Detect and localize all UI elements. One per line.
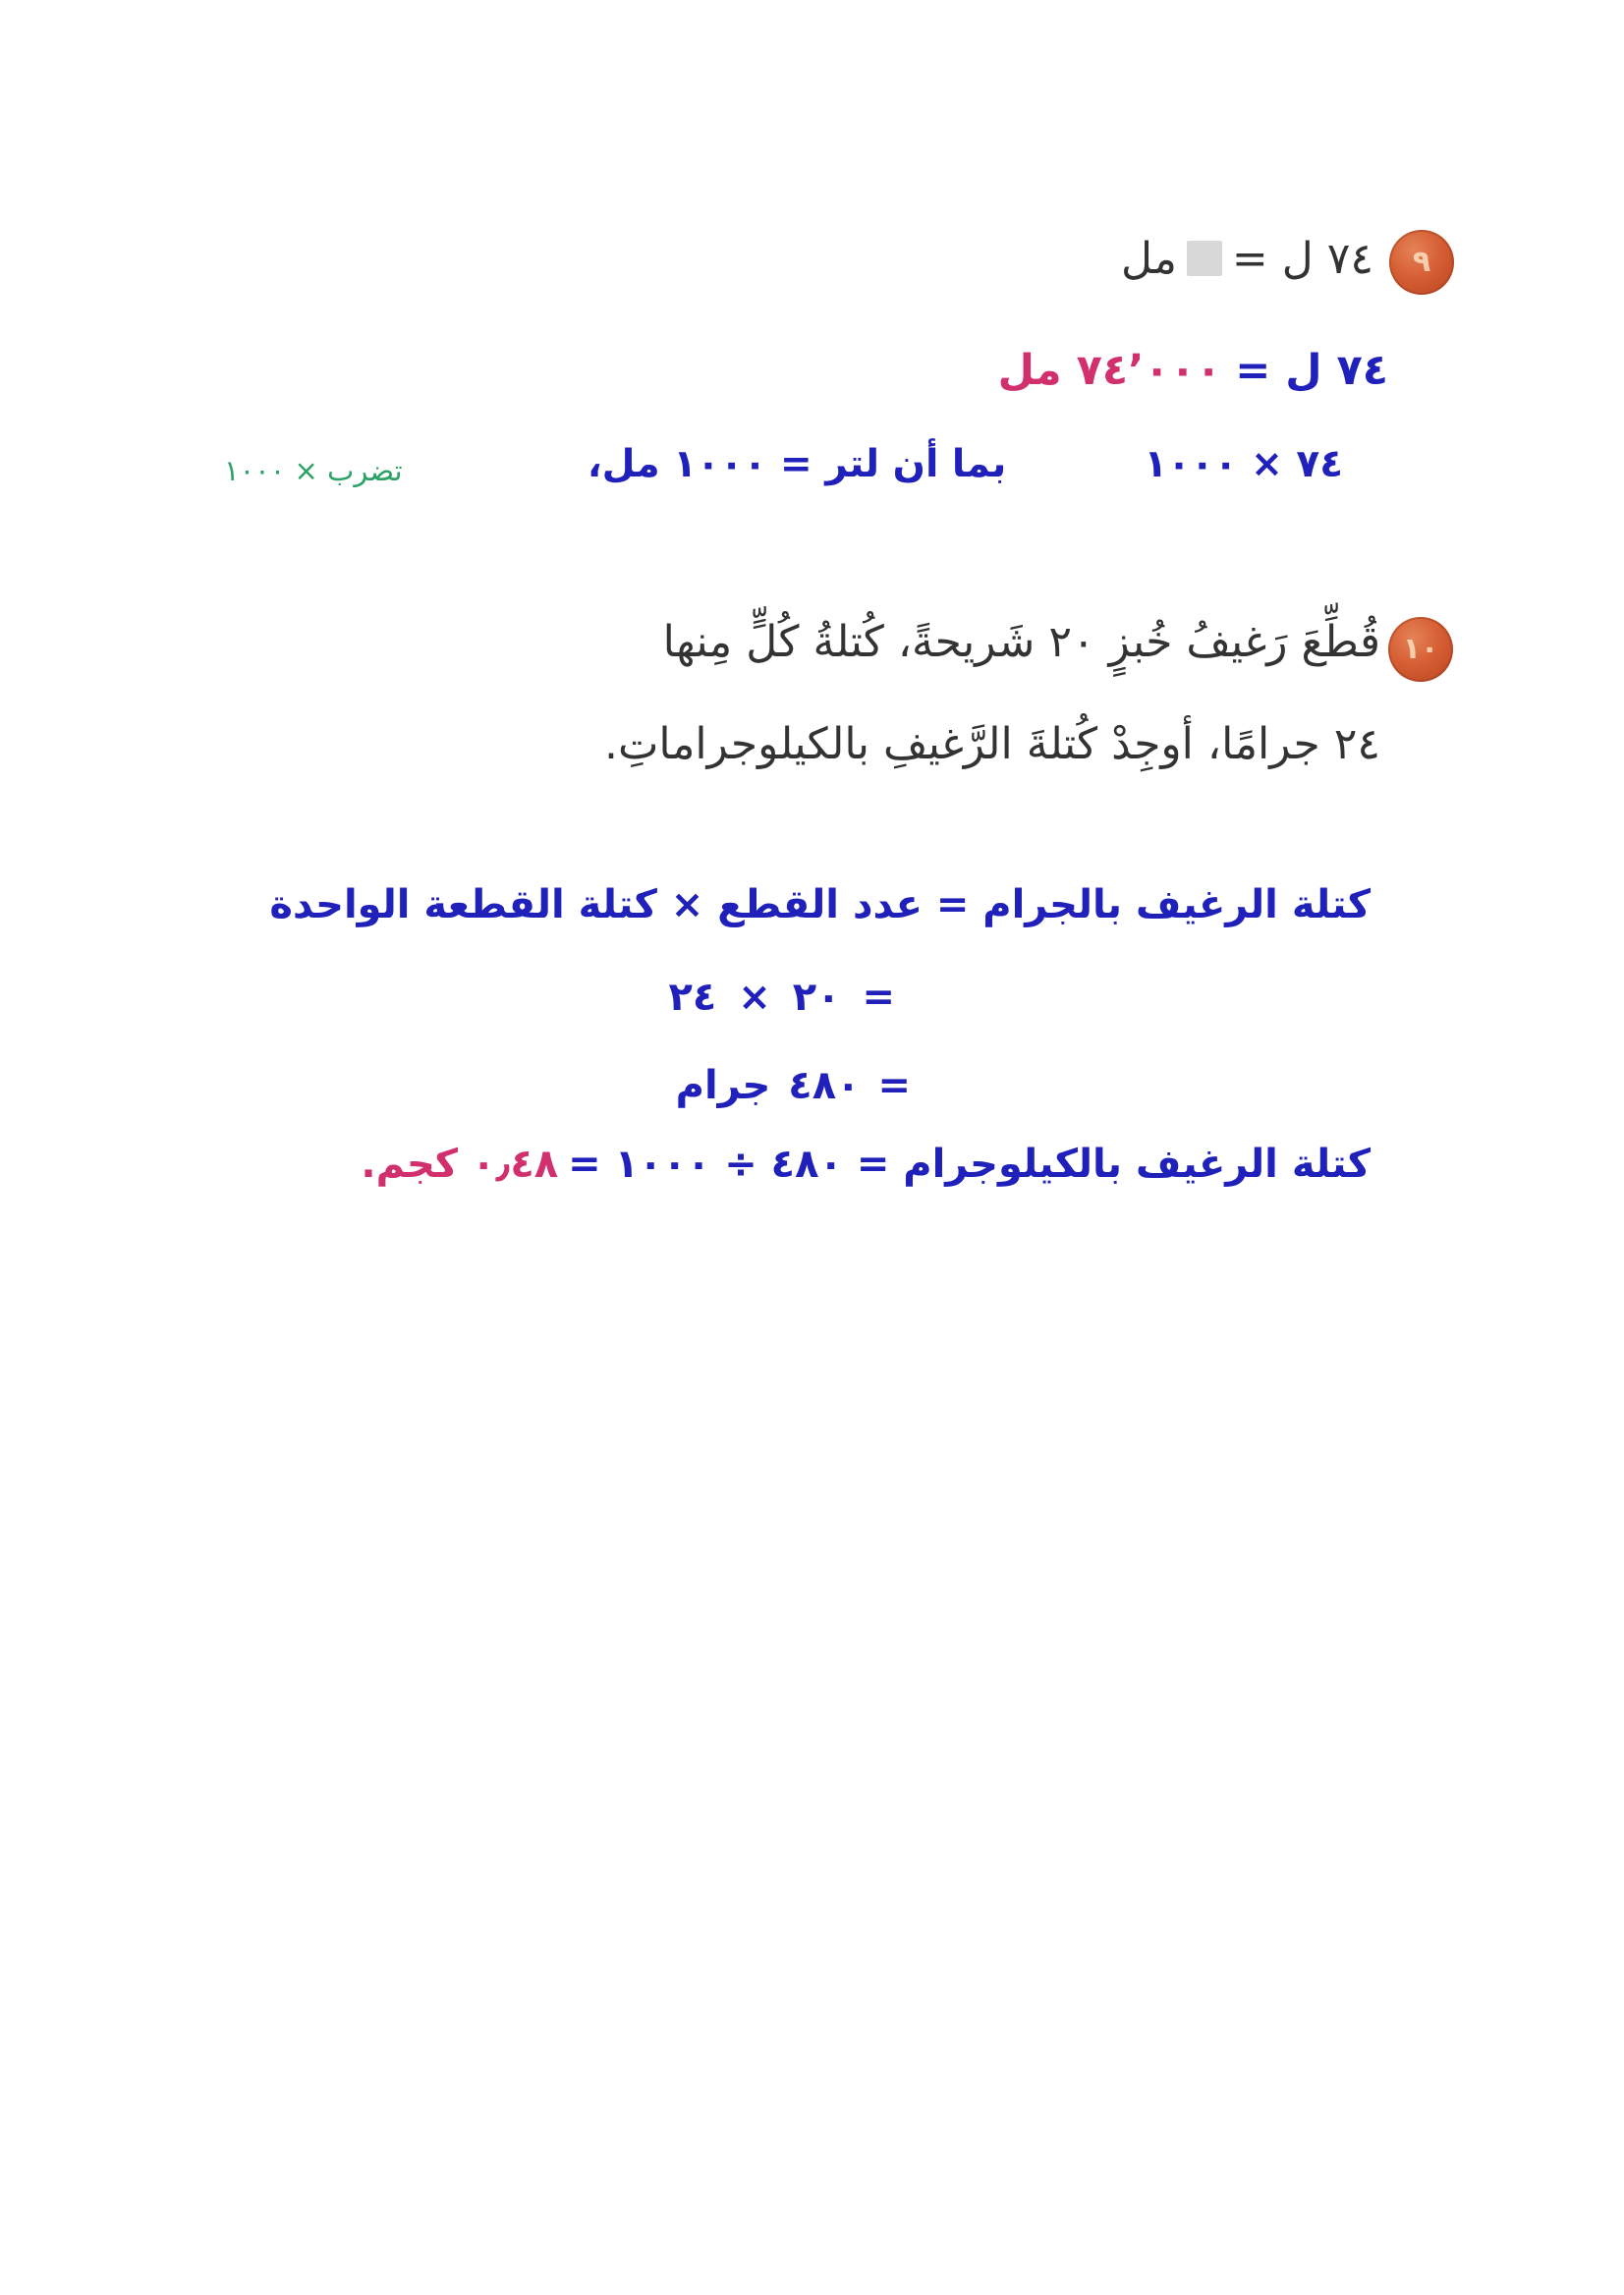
problem-9-answer-value: ٧٤٬٠٠٠ مل — [997, 346, 1222, 395]
grams-result-line: = ٤٨٠ جرام — [675, 1063, 911, 1108]
problem-9-answer-line — [998, 346, 1388, 395]
problem-9-work-justification: بما أن لتر = ١٠٠٠ مل، — [587, 442, 1007, 486]
answer-placeholder-box — [1187, 241, 1222, 276]
mass-grams-formula-line: كتلة الرغيف بالجرام = عدد القطع × كتلة القطعة الواحدة — [269, 882, 1371, 927]
substitution-line: = ٢٠ × ٢٤ — [668, 975, 895, 1020]
problem-10-question — [604, 591, 1380, 796]
problem-9-question — [1121, 234, 1373, 284]
problem-9-answer-expression: ٧٤ ل = — [1235, 346, 1388, 395]
problem-10-question-line-1: قُطِّعَ رَغيفُ خُبزٍ ٢٠ شَريحةً، كُتلةُ كُلٍّ مِنها — [662, 617, 1380, 667]
kilograms-conversion-expression: كتلة الرغيف بالكيلوجرام = ٤٨٠ ÷ ١٠٠٠ = — [568, 1142, 1371, 1187]
problem-9-question-unit: مل — [1121, 234, 1177, 284]
problem-9-hint-note: تضرب × ١٠٠٠ — [224, 454, 403, 487]
problem-10-number: ١٠ — [1402, 632, 1439, 666]
kilograms-conversion-line — [361, 1142, 1371, 1187]
problem-10-question-line-2: ٢٤ جرامًا، أوجِدْ كُتلةَ الرَّغيفِ بالكيلوجراماتِ. — [604, 719, 1380, 769]
problem-10-number-badge — [1388, 617, 1453, 682]
problem-9-work-line — [588, 442, 1343, 486]
problem-9-number: ٩ — [1412, 245, 1431, 279]
kilograms-final-answer: ٠٫٤٨ كجم. — [361, 1142, 559, 1187]
problem-9-work-multiplication: ٧٤ × ١٠٠٠ — [1144, 442, 1343, 486]
problem-9-question-expression: ٧٤ ل = — [1231, 234, 1373, 284]
problem-9-number-badge — [1389, 230, 1454, 295]
